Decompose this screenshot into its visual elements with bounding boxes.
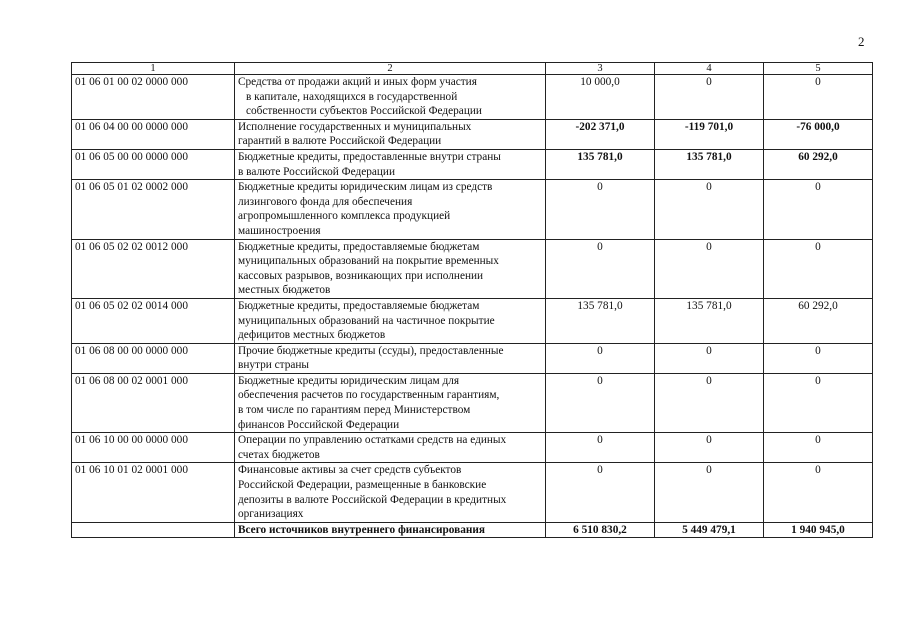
value-cell-col3: 0 [546,239,655,298]
total-label: Всего источников внутреннего финансирования [235,522,546,538]
value-cell-col3: 0 [546,463,655,522]
budget-code-cell: 01 06 05 02 02 0012 000 [72,239,235,298]
value-cell-col3: 135 781,0 [546,149,655,179]
header-row [72,63,873,75]
item-name-line: Операции по управлению остатками средств на единых [238,434,507,447]
value-cell-col4: 135 781,0 [655,149,764,179]
value-cell-col4: 0 [655,373,764,432]
item-name-line: Российской Федерации, размещенные в банковские [238,479,487,492]
table-body [72,75,873,538]
budget-code-cell: 01 06 05 02 02 0014 000 [72,298,235,343]
value-cell-col5: -76 000,0 [764,119,873,149]
value-cell-col3: 10 000,0 [546,75,655,120]
item-name-cell [235,373,546,432]
item-name-line: организациях [238,508,304,521]
item-name-line: Средства от продажи акций и иных форм участия [238,76,477,88]
item-name-cell [235,180,546,239]
item-name-cell [235,119,546,149]
item-name-cell [235,433,546,463]
table-row [72,343,873,373]
value-cell-col3: 0 [546,180,655,239]
item-name-line: внутри страны [238,359,310,372]
budget-code-cell: 01 06 08 00 00 0000 000 [72,343,235,373]
value-cell-col5: 0 [764,239,873,298]
item-name-line: Бюджетные кредиты, предоставляемые бюджетам [238,299,480,312]
value-cell-col4: 135 781,0 [655,298,764,343]
item-name-line: в валюте Российской Федерации [238,165,396,178]
value-cell-col5: 0 [764,75,873,120]
total-row [72,522,873,538]
table-row [72,75,873,120]
value-cell-col4: 0 [655,463,764,522]
item-name-cell [235,298,546,343]
item-name-line: кассовых разрывов, возникающих при исполнении [238,269,484,282]
item-name-line: в капитале, находящихся в государственной [246,90,458,103]
item-name-line: Бюджетные кредиты юридическим лицам для [238,374,460,387]
item-name-line: Бюджетные кредиты, предоставленные внутри страны [238,150,501,163]
value-cell-col4: 0 [655,239,764,298]
value-cell-col3: -202 371,0 [546,119,655,149]
item-name-line: агропромышленного комплекса продукцией [238,210,451,223]
value-cell-col3: 0 [546,373,655,432]
table-row [72,239,873,298]
table-row [72,180,873,239]
table-row [72,298,873,343]
table-row [72,463,873,522]
column-header-2: 2 [235,63,546,75]
value-cell-col5: 60 292,0 [764,298,873,343]
value-cell-col5: 0 [764,180,873,239]
item-name-line: Финансовые активы за счет средств субъектов [238,464,462,477]
value-cell-col4: -119 701,0 [655,119,764,149]
item-name-line: муниципальных образований на частичное покрытие [238,314,495,327]
item-name-line: машиностроения [238,224,321,237]
item-name-line: Прочие бюджетные кредиты (ссуды), предоставленные [238,344,504,357]
table-row [72,149,873,179]
value-cell-col4: 0 [655,180,764,239]
item-name-line: дефицитов местных бюджетов [238,329,386,342]
item-name-line: счетах бюджетов [238,448,320,461]
item-name-line: Бюджетные кредиты, предоставляемые бюджетам [238,240,480,253]
column-header-4: 4 [655,63,764,75]
value-cell-col5: 0 [764,343,873,373]
table-row [72,433,873,463]
value-cell-col4: 0 [655,343,764,373]
total-value-col3: 6 510 830,2 [546,522,655,538]
table-row [72,119,873,149]
page-number: 2 [858,34,865,49]
value-cell-col3: 0 [546,343,655,373]
table-row [72,373,873,432]
column-header-3: 3 [546,63,655,75]
value-cell-col4: 0 [655,433,764,463]
value-cell-col5: 60 292,0 [764,149,873,179]
item-name-line: гарантий в валюте Российской Федерации [238,135,442,148]
total-code-cell [72,522,235,538]
value-cell-col3: 0 [546,433,655,463]
item-name-cell [235,463,546,522]
item-name-line: финансов Российской Федерации [238,418,400,431]
item-name-line: депозиты в валюте Российской Федерации в кредитных [238,493,507,506]
item-name-line: местных бюджетов [238,284,331,297]
budget-code-cell: 01 06 10 01 02 0001 000 [72,463,235,522]
item-name-line: муниципальных образований на покрытие временных [238,255,499,268]
budget-code-cell: 01 06 10 00 00 0000 000 [72,433,235,463]
value-cell-col5: 0 [764,433,873,463]
value-cell-col3: 135 781,0 [546,298,655,343]
item-name-line: собственности субъектов Российской Федерации [246,105,482,118]
column-header-1: 1 [72,63,235,75]
value-cell-col4: 0 [655,75,764,120]
item-name-line: в том числе по гарантиям перед Министерством [238,404,471,417]
item-name-cell [235,149,546,179]
item-name-cell [235,75,546,120]
value-cell-col5: 0 [764,463,873,522]
item-name-cell [235,239,546,298]
item-name-line: Бюджетные кредиты юридическим лицам из средств [238,181,493,194]
item-name-line: обеспечения расчетов по государственным гарантиям, [238,389,500,402]
budget-code-cell: 01 06 01 00 02 0000 000 [72,75,235,120]
total-value-col5: 1 940 945,0 [764,522,873,538]
item-name-cell [235,343,546,373]
financing-sources-table [71,62,873,538]
column-header-5: 5 [764,63,873,75]
budget-code-cell: 01 06 04 00 00 0000 000 [72,119,235,149]
budget-code-cell: 01 06 05 01 02 0002 000 [72,180,235,239]
total-value-col4: 5 449 479,1 [655,522,764,538]
value-cell-col5: 0 [764,373,873,432]
item-name-line: лизингового фонда для обеспечения [238,195,413,208]
budget-code-cell: 01 06 08 00 02 0001 000 [72,373,235,432]
item-name-line: Исполнение государственных и муниципальных [238,120,472,133]
budget-code-cell: 01 06 05 00 00 0000 000 [72,149,235,179]
